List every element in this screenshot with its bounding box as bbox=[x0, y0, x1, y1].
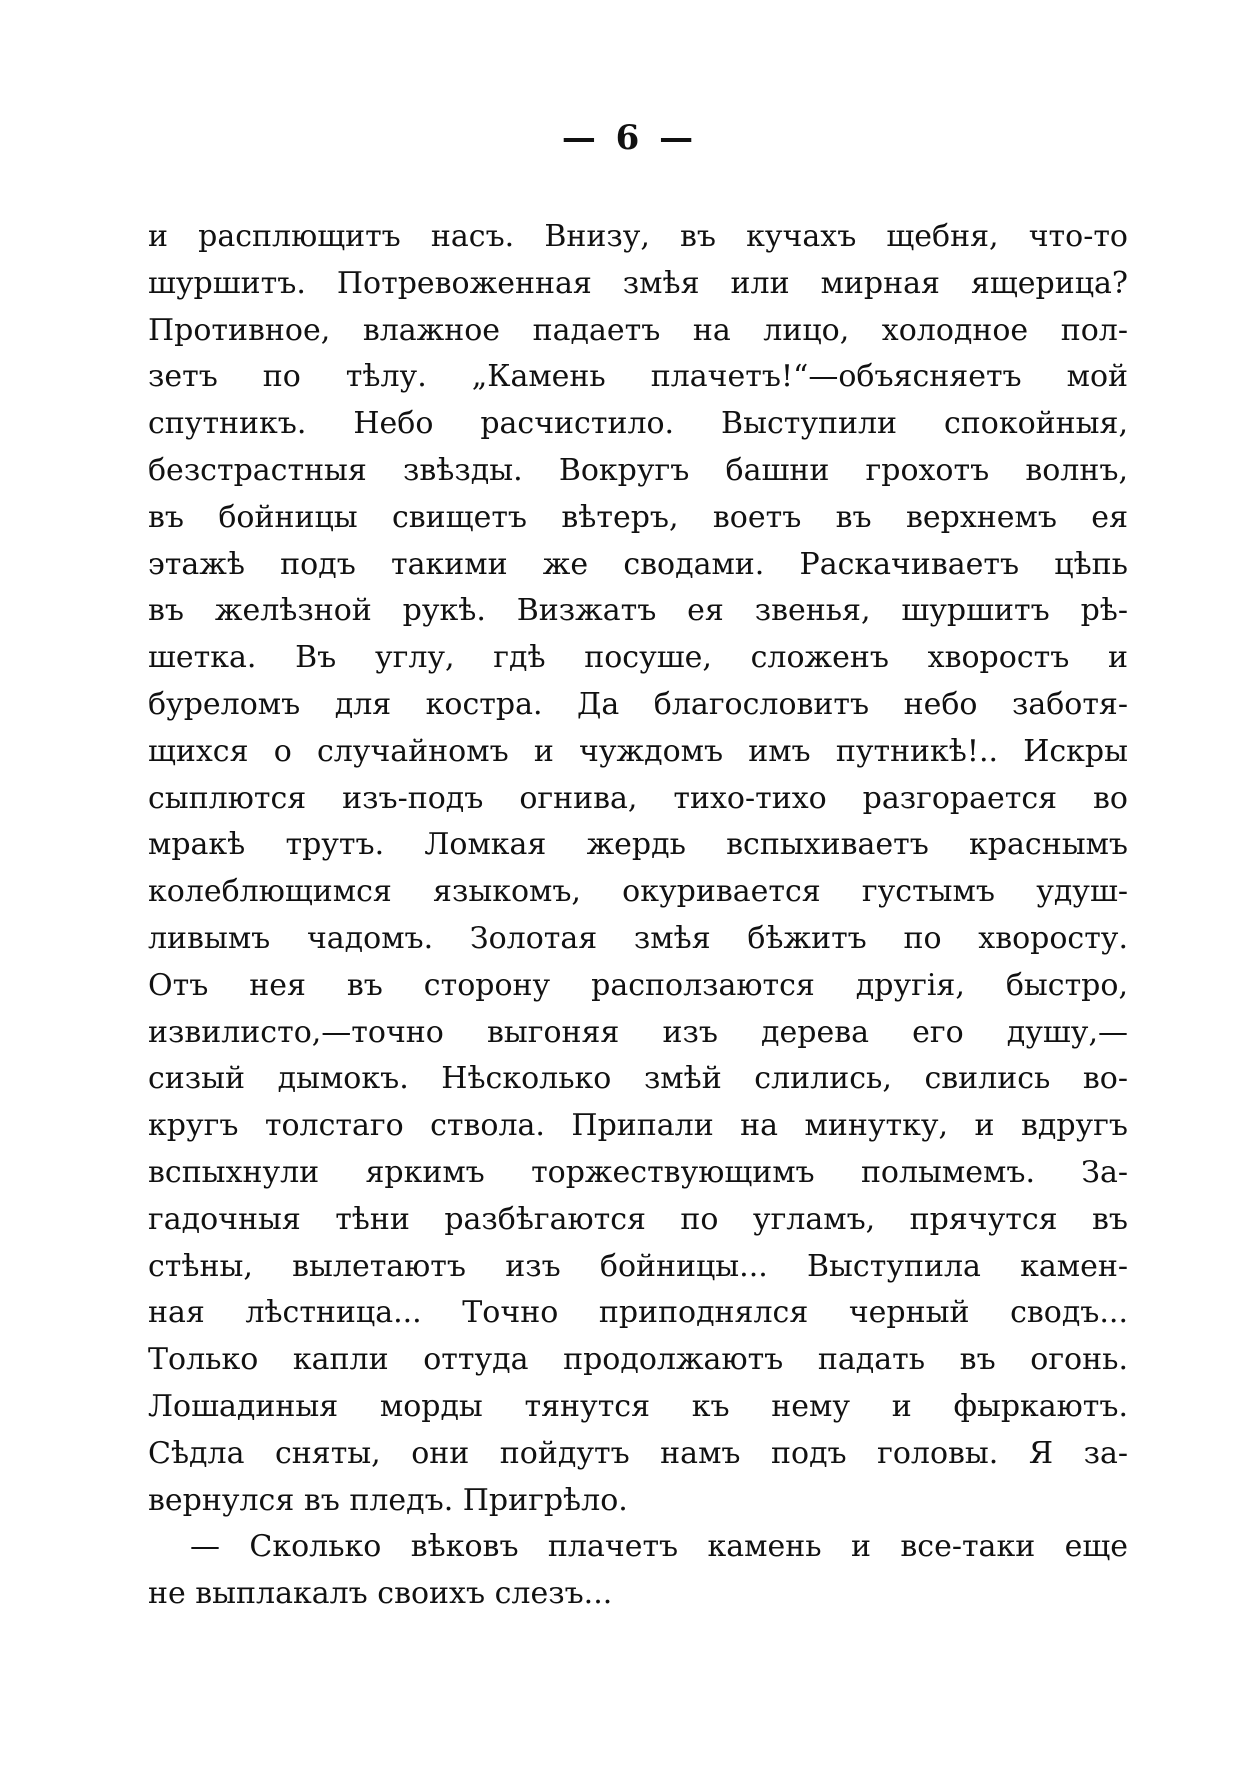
text-line: Отъ нея въ сторону расползаются другія, быстро, bbox=[148, 967, 1128, 1003]
text-line: Противное, влажное падаетъ на лицо, холодное пол- bbox=[148, 312, 1128, 348]
text-line: зетъ по тѣлу. „Камень плачетъ!“—объясняетъ мой bbox=[148, 359, 1128, 395]
text-line: Сѣдла сняты, они пойдутъ намъ подъ головы. Я за- bbox=[148, 1435, 1128, 1471]
text-line: въ бойницы свищетъ вѣтеръ, воетъ въ верхнемъ ея bbox=[148, 499, 1128, 535]
text-line: извилисто,—точно выгоняя изъ дерева его душу,— bbox=[148, 1014, 1128, 1050]
text-line: буреломъ для костра. Да благословитъ небо заботя- bbox=[148, 686, 1128, 722]
text-line: ливымъ чадомъ. Золотая змѣя бѣжитъ по хворосту. bbox=[148, 920, 1128, 956]
text-line: и расплющитъ насъ. Внизу, въ кучахъ щебня, что-то bbox=[148, 219, 1128, 254]
text-line: вернулся въ пледъ. Пригрѣло. bbox=[148, 1482, 628, 1518]
text-line: кругъ толстаго ствола. Припали на минутку, и вдругъ bbox=[148, 1108, 1128, 1144]
text-line: Только капли оттуда продолжаютъ падать въ огонь. bbox=[148, 1342, 1128, 1378]
text-line: — Сколько вѣковъ плачетъ камень и все-таки еще bbox=[190, 1529, 1128, 1565]
page-number: — 6 — bbox=[561, 118, 698, 158]
text-line: спутникъ. Небо расчистило. Выступили спокойныя, bbox=[148, 406, 1128, 442]
text-line: гадочныя тѣни разбѣгаются по угламъ, прячутся въ bbox=[148, 1201, 1128, 1237]
text-line: этажѣ подъ такими же сводами. Раскачиваетъ цѣпь bbox=[148, 546, 1128, 582]
text-line: сизый дымокъ. Нѣсколько змѣй слились, свились во- bbox=[148, 1061, 1128, 1097]
text-line: шуршитъ. Потревоженная змѣя или мирная ящерица? bbox=[148, 265, 1128, 301]
text-line: не выплакалъ своихъ слезъ... bbox=[148, 1576, 613, 1612]
text-line: сыплются изъ-подъ огнива, тихо-тихо разгорается во bbox=[148, 780, 1128, 816]
text-line: шетка. Въ углу, гдѣ посуше, сложенъ хворостъ и bbox=[148, 640, 1128, 676]
text-line: мракѣ трутъ. Ломкая жердь вспыхиваетъ краснымъ bbox=[148, 827, 1128, 863]
text-line: щихся о случайномъ и чуждомъ имъ путникѣ!.. Искры bbox=[148, 733, 1128, 769]
text-line: вспыхнули яркимъ торжествующимъ полымемъ. За- bbox=[148, 1154, 1128, 1190]
text-line: ная лѣстница... Точно приподнялся черный сводъ... bbox=[148, 1295, 1128, 1331]
text-line: Лошадиныя морды тянутся къ нему и фыркаютъ. bbox=[148, 1388, 1128, 1424]
text-line: безстрастныя звѣзды. Вокругъ башни грохотъ волнъ, bbox=[148, 452, 1128, 488]
body-text bbox=[148, 214, 1128, 1618]
text-line: въ желѣзной рукѣ. Визжатъ ея звенья, шуршитъ рѣ- bbox=[148, 593, 1128, 629]
text-line: стѣны, вылетаютъ изъ бойницы... Выступила камен- bbox=[148, 1248, 1128, 1284]
text-line: колеблющимся языкомъ, окуривается густымъ удуш- bbox=[148, 874, 1128, 910]
